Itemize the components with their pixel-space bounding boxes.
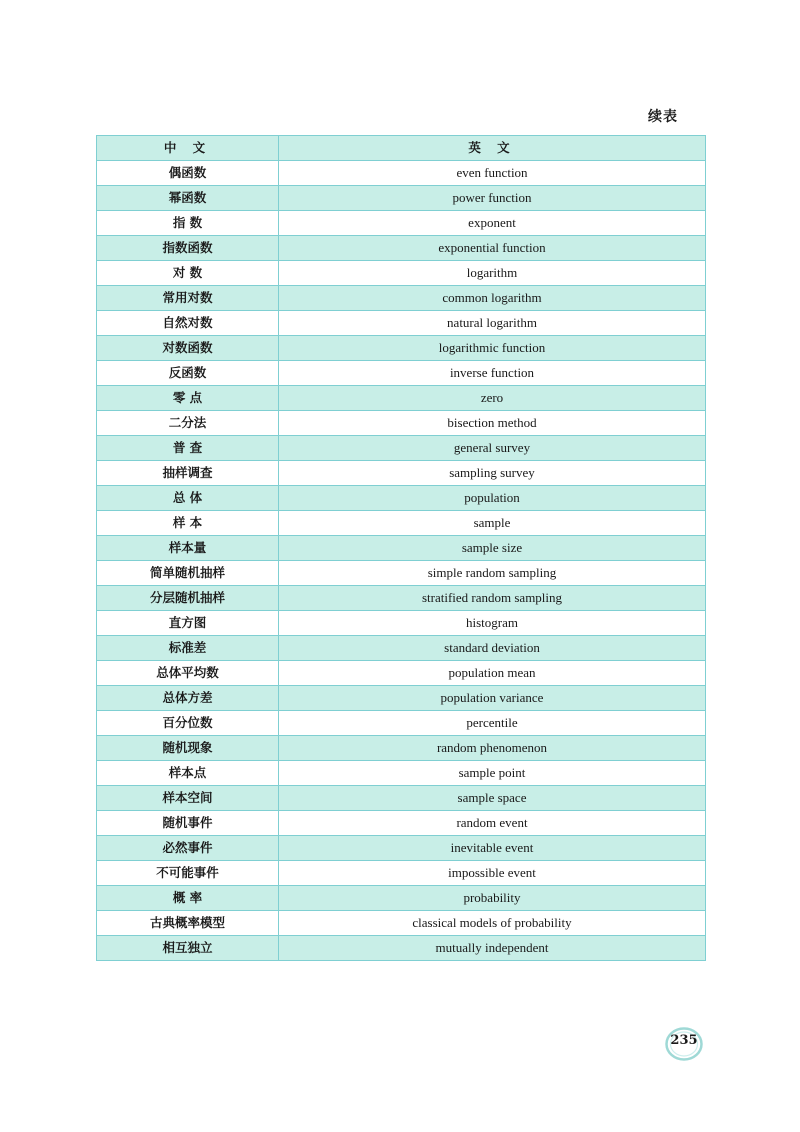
glossary-table-header [97, 136, 706, 161]
term-chinese: 指数函数 [97, 236, 279, 261]
header-row [97, 136, 706, 161]
term-chinese: 样本量 [97, 536, 279, 561]
table-row [97, 561, 706, 586]
table-row [97, 836, 706, 861]
term-chinese: 总体平均数 [97, 661, 279, 686]
table-row [97, 861, 706, 886]
table-row [97, 736, 706, 761]
table-row [97, 386, 706, 411]
table-row [97, 786, 706, 811]
term-english: stratified random sampling [279, 586, 706, 611]
term-english: general survey [279, 436, 706, 461]
term-chinese: 幂函数 [97, 186, 279, 211]
term-english: exponent [279, 211, 706, 236]
term-chinese: 自然对数 [97, 311, 279, 336]
term-english: population mean [279, 661, 706, 686]
table-row [97, 911, 706, 936]
term-english: impossible event [279, 861, 706, 886]
term-english: sample [279, 511, 706, 536]
term-english: bisection method [279, 411, 706, 436]
table-row [97, 186, 706, 211]
table-row [97, 361, 706, 386]
term-chinese: 直方图 [97, 611, 279, 636]
table-row [97, 311, 706, 336]
term-english: even function [279, 161, 706, 186]
table-row [97, 636, 706, 661]
table-row [97, 511, 706, 536]
term-english: sampling survey [279, 461, 706, 486]
term-chinese: 相互独立 [97, 936, 279, 961]
term-chinese: 概 率 [97, 886, 279, 911]
term-chinese: 总体方差 [97, 686, 279, 711]
table-row [97, 661, 706, 686]
glossary-table-body [97, 161, 706, 961]
term-english: standard deviation [279, 636, 706, 661]
term-chinese: 对数函数 [97, 336, 279, 361]
table-row [97, 686, 706, 711]
table-row [97, 761, 706, 786]
term-chinese: 分层随机抽样 [97, 586, 279, 611]
term-english: population [279, 486, 706, 511]
table-row [97, 436, 706, 461]
term-english: power function [279, 186, 706, 211]
term-english: mutually independent [279, 936, 706, 961]
table-row [97, 811, 706, 836]
term-chinese: 样本点 [97, 761, 279, 786]
term-chinese: 百分位数 [97, 711, 279, 736]
term-english: population variance [279, 686, 706, 711]
glossary-table [96, 135, 706, 961]
term-english: sample space [279, 786, 706, 811]
term-chinese: 常用对数 [97, 286, 279, 311]
term-english: classical models of probability [279, 911, 706, 936]
table-row [97, 586, 706, 611]
table-row [97, 461, 706, 486]
table-row [97, 161, 706, 186]
table-row [97, 486, 706, 511]
table-row [97, 886, 706, 911]
table-row [97, 611, 706, 636]
table-row [97, 336, 706, 361]
term-chinese: 零 点 [97, 386, 279, 411]
term-chinese: 二分法 [97, 411, 279, 436]
term-chinese: 随机事件 [97, 811, 279, 836]
term-chinese: 古典概率模型 [97, 911, 279, 936]
term-chinese: 简单随机抽样 [97, 561, 279, 586]
page-number: 235 [670, 1033, 698, 1048]
term-english: percentile [279, 711, 706, 736]
term-english: histogram [279, 611, 706, 636]
term-english: random event [279, 811, 706, 836]
term-chinese: 样本空间 [97, 786, 279, 811]
term-chinese: 指 数 [97, 211, 279, 236]
table-row [97, 286, 706, 311]
term-english: probability [279, 886, 706, 911]
term-english: common logarithm [279, 286, 706, 311]
column-header-english: 英 文 [279, 136, 706, 161]
term-english: simple random sampling [279, 561, 706, 586]
term-chinese: 对 数 [97, 261, 279, 286]
table-row [97, 536, 706, 561]
column-header-chinese: 中 文 [97, 136, 279, 161]
term-chinese: 随机现象 [97, 736, 279, 761]
term-chinese: 偶函数 [97, 161, 279, 186]
term-chinese: 不可能事件 [97, 861, 279, 886]
term-chinese: 普 查 [97, 436, 279, 461]
table-row [97, 711, 706, 736]
term-english: logarithmic function [279, 336, 706, 361]
term-english: natural logarithm [279, 311, 706, 336]
term-english: logarithm [279, 261, 706, 286]
page-number-badge [664, 1026, 704, 1062]
table-row [97, 411, 706, 436]
term-english: inevitable event [279, 836, 706, 861]
term-chinese: 样 本 [97, 511, 279, 536]
table-row [97, 936, 706, 961]
term-english: random phenomenon [279, 736, 706, 761]
term-english: zero [279, 386, 706, 411]
term-english: inverse function [279, 361, 706, 386]
table-row [97, 211, 706, 236]
term-chinese: 反函数 [97, 361, 279, 386]
continued-label: 续表 [648, 109, 678, 125]
term-chinese: 必然事件 [97, 836, 279, 861]
term-chinese: 总 体 [97, 486, 279, 511]
term-english: exponential function [279, 236, 706, 261]
term-english: sample size [279, 536, 706, 561]
term-english: sample point [279, 761, 706, 786]
term-chinese: 抽样调查 [97, 461, 279, 486]
term-chinese: 标准差 [97, 636, 279, 661]
table-row [97, 236, 706, 261]
table-row [97, 261, 706, 286]
